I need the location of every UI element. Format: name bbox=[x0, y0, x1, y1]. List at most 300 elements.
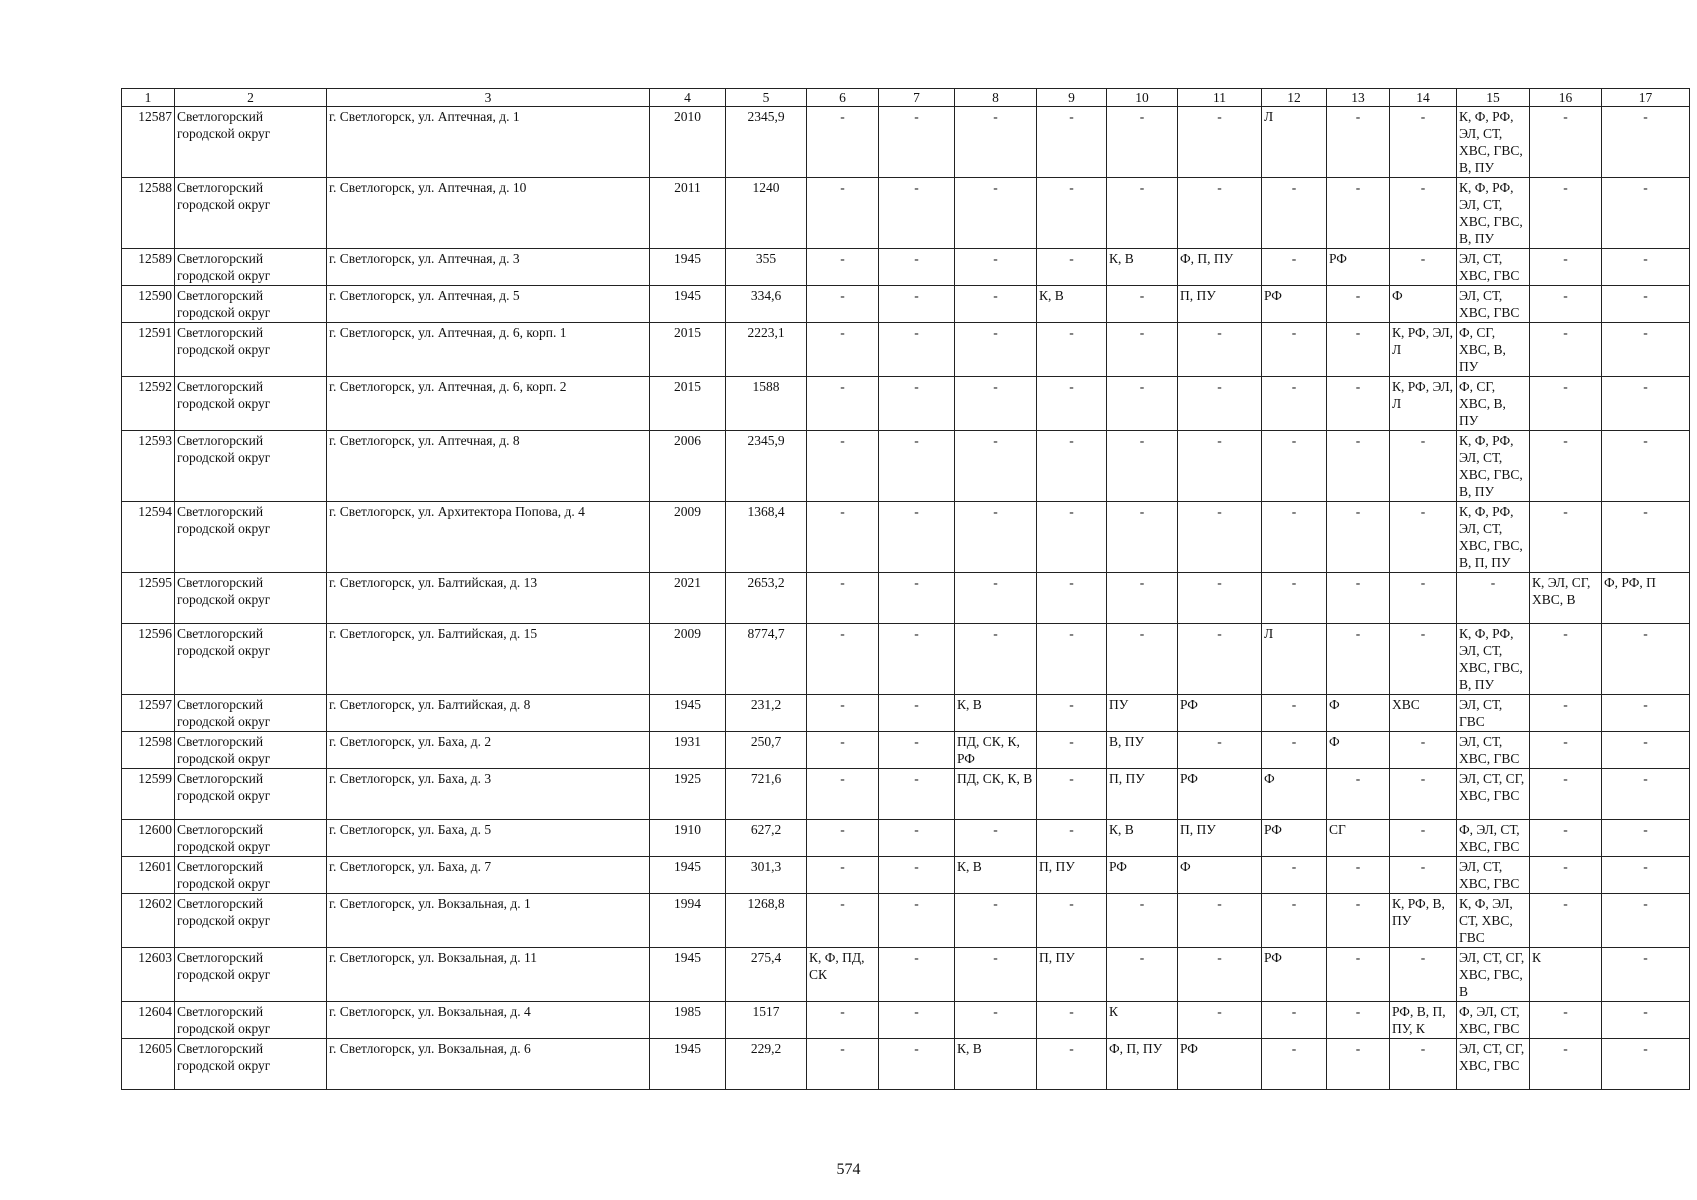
cell-c12: Ф bbox=[1262, 769, 1327, 820]
cell-c11: - bbox=[1178, 377, 1262, 431]
cell-c7: - bbox=[879, 732, 955, 769]
cell-c15: К, Ф, РФ, ЭЛ, СТ, ХВС, ГВС, В, ПУ bbox=[1457, 107, 1530, 178]
cell-c8: К, В bbox=[955, 1039, 1037, 1090]
cell-address: г. Светлогорск, ул. Вокзальная, д. 6 bbox=[327, 1039, 650, 1090]
cell-address: г. Светлогорск, ул. Баха, д. 2 bbox=[327, 732, 650, 769]
cell-c17: - bbox=[1602, 857, 1690, 894]
cell-id: 12602 bbox=[122, 894, 175, 948]
cell-c10: ПУ bbox=[1107, 695, 1178, 732]
cell-area: 8774,7 bbox=[726, 624, 807, 695]
cell-c11: П, ПУ bbox=[1178, 286, 1262, 323]
cell-year: 2015 bbox=[650, 377, 726, 431]
table-header bbox=[122, 89, 1690, 107]
cell-address: г. Светлогорск, ул. Балтийская, д. 13 bbox=[327, 573, 650, 624]
cell-c17: - bbox=[1602, 894, 1690, 948]
cell-address: г. Светлогорск, ул. Вокзальная, д. 11 bbox=[327, 948, 650, 1002]
cell-c9: - bbox=[1037, 1002, 1107, 1039]
cell-c6: - bbox=[807, 431, 879, 502]
cell-c6: - bbox=[807, 1002, 879, 1039]
cell-c8: - bbox=[955, 894, 1037, 948]
table-row bbox=[122, 624, 1690, 695]
table-row bbox=[122, 286, 1690, 323]
cell-c9: - bbox=[1037, 624, 1107, 695]
cell-c12: - bbox=[1262, 573, 1327, 624]
cell-c7: - bbox=[879, 249, 955, 286]
cell-c13: - bbox=[1327, 431, 1390, 502]
cell-area: 2653,2 bbox=[726, 573, 807, 624]
cell-area: 229,2 bbox=[726, 1039, 807, 1090]
cell-area: 231,2 bbox=[726, 695, 807, 732]
cell-c12: - bbox=[1262, 323, 1327, 377]
cell-c11: Ф, П, ПУ bbox=[1178, 249, 1262, 286]
cell-c12: - bbox=[1262, 178, 1327, 249]
cell-c15: К, Ф, ЭЛ, СТ, ХВС, ГВС bbox=[1457, 894, 1530, 948]
cell-c8: К, В bbox=[955, 857, 1037, 894]
cell-c10: В, ПУ bbox=[1107, 732, 1178, 769]
cell-id: 12595 bbox=[122, 573, 175, 624]
cell-id: 12589 bbox=[122, 249, 175, 286]
cell-year: 1945 bbox=[650, 948, 726, 1002]
column-header-7: 7 bbox=[879, 89, 955, 107]
cell-address: г. Светлогорск, ул. Аптечная, д. 8 bbox=[327, 431, 650, 502]
cell-address: г. Светлогорск, ул. Вокзальная, д. 4 bbox=[327, 1002, 650, 1039]
cell-year: 1931 bbox=[650, 732, 726, 769]
cell-c14: - bbox=[1390, 820, 1457, 857]
cell-district: Светлогорский городской округ bbox=[175, 894, 327, 948]
column-header-14: 14 bbox=[1390, 89, 1457, 107]
cell-c17: - bbox=[1602, 1002, 1690, 1039]
cell-c13: - bbox=[1327, 1039, 1390, 1090]
cell-c7: - bbox=[879, 624, 955, 695]
cell-c11: Ф bbox=[1178, 857, 1262, 894]
cell-c17: - bbox=[1602, 624, 1690, 695]
cell-c6: К, Ф, ПД, СК bbox=[807, 948, 879, 1002]
cell-c14: К, РФ, В, ПУ bbox=[1390, 894, 1457, 948]
cell-c17: - bbox=[1602, 1039, 1690, 1090]
cell-c16: - bbox=[1530, 695, 1602, 732]
cell-year: 1994 bbox=[650, 894, 726, 948]
cell-district: Светлогорский городской округ bbox=[175, 502, 327, 573]
cell-c13: - bbox=[1327, 286, 1390, 323]
column-header-10: 10 bbox=[1107, 89, 1178, 107]
cell-area: 2345,9 bbox=[726, 431, 807, 502]
cell-c14: - bbox=[1390, 249, 1457, 286]
cell-c17: - bbox=[1602, 695, 1690, 732]
cell-c8: - bbox=[955, 573, 1037, 624]
cell-c17: Ф, РФ, П bbox=[1602, 573, 1690, 624]
cell-address: г. Светлогорск, ул. Аптечная, д. 1 bbox=[327, 107, 650, 178]
cell-year: 1945 bbox=[650, 286, 726, 323]
cell-c17: - bbox=[1602, 377, 1690, 431]
cell-c16: - bbox=[1530, 894, 1602, 948]
cell-c11: - bbox=[1178, 178, 1262, 249]
cell-c7: - bbox=[879, 377, 955, 431]
cell-c12: - bbox=[1262, 695, 1327, 732]
cell-c16: - bbox=[1530, 431, 1602, 502]
cell-c10: - bbox=[1107, 573, 1178, 624]
cell-year: 1945 bbox=[650, 249, 726, 286]
cell-c13: - bbox=[1327, 107, 1390, 178]
cell-c10: П, ПУ bbox=[1107, 769, 1178, 820]
column-header-3: 3 bbox=[327, 89, 650, 107]
cell-c7: - bbox=[879, 323, 955, 377]
cell-c9: - bbox=[1037, 249, 1107, 286]
cell-c6: - bbox=[807, 377, 879, 431]
cell-district: Светлогорский городской округ bbox=[175, 1039, 327, 1090]
cell-c17: - bbox=[1602, 249, 1690, 286]
table-body bbox=[122, 107, 1690, 1090]
table-row bbox=[122, 502, 1690, 573]
cell-area: 301,3 bbox=[726, 857, 807, 894]
cell-c9: П, ПУ bbox=[1037, 948, 1107, 1002]
cell-c15: К, Ф, РФ, ЭЛ, СТ, ХВС, ГВС, В, ПУ bbox=[1457, 178, 1530, 249]
table-row bbox=[122, 1002, 1690, 1039]
table-row bbox=[122, 249, 1690, 286]
cell-district: Светлогорский городской округ bbox=[175, 286, 327, 323]
cell-district: Светлогорский городской округ bbox=[175, 732, 327, 769]
cell-c8: - bbox=[955, 377, 1037, 431]
cell-district: Светлогорский городской округ bbox=[175, 1002, 327, 1039]
cell-c13: - bbox=[1327, 573, 1390, 624]
cell-c14: - bbox=[1390, 502, 1457, 573]
cell-c15: ЭЛ, СТ, ГВС bbox=[1457, 695, 1530, 732]
cell-c9: - bbox=[1037, 732, 1107, 769]
cell-id: 12600 bbox=[122, 820, 175, 857]
cell-c8: - bbox=[955, 323, 1037, 377]
cell-address: г. Светлогорск, ул. Вокзальная, д. 1 bbox=[327, 894, 650, 948]
cell-c8: - bbox=[955, 249, 1037, 286]
cell-district: Светлогорский городской округ bbox=[175, 820, 327, 857]
cell-c8: - bbox=[955, 178, 1037, 249]
cell-area: 1588 bbox=[726, 377, 807, 431]
cell-id: 12594 bbox=[122, 502, 175, 573]
cell-c13: Ф bbox=[1327, 732, 1390, 769]
cell-address: г. Светлогорск, ул. Балтийская, д. 15 bbox=[327, 624, 650, 695]
cell-area: 275,4 bbox=[726, 948, 807, 1002]
cell-c6: - bbox=[807, 624, 879, 695]
cell-address: г. Светлогорск, ул. Балтийская, д. 8 bbox=[327, 695, 650, 732]
cell-c12: - bbox=[1262, 1002, 1327, 1039]
cell-c11: - bbox=[1178, 732, 1262, 769]
cell-c17: - bbox=[1602, 178, 1690, 249]
cell-id: 12597 bbox=[122, 695, 175, 732]
table-row bbox=[122, 769, 1690, 820]
cell-area: 2223,1 bbox=[726, 323, 807, 377]
cell-c8: - bbox=[955, 948, 1037, 1002]
cell-c15: ЭЛ, СТ, ХВС, ГВС bbox=[1457, 857, 1530, 894]
cell-c12: - bbox=[1262, 857, 1327, 894]
column-number-row bbox=[122, 89, 1690, 107]
cell-c15: - bbox=[1457, 573, 1530, 624]
table-row bbox=[122, 573, 1690, 624]
cell-c14: - bbox=[1390, 624, 1457, 695]
column-header-11: 11 bbox=[1178, 89, 1262, 107]
cell-area: 250,7 bbox=[726, 732, 807, 769]
cell-c16: - bbox=[1530, 624, 1602, 695]
cell-c7: - bbox=[879, 431, 955, 502]
cell-c9: - bbox=[1037, 769, 1107, 820]
cell-c14: ХВС bbox=[1390, 695, 1457, 732]
cell-c17: - bbox=[1602, 769, 1690, 820]
cell-c11: - bbox=[1178, 948, 1262, 1002]
cell-c12: - bbox=[1262, 249, 1327, 286]
cell-c10: - bbox=[1107, 107, 1178, 178]
cell-district: Светлогорский городской округ bbox=[175, 107, 327, 178]
cell-c15: ЭЛ, СТ, ХВС, ГВС bbox=[1457, 286, 1530, 323]
cell-c7: - bbox=[879, 178, 955, 249]
cell-c11: П, ПУ bbox=[1178, 820, 1262, 857]
cell-c16: - bbox=[1530, 1039, 1602, 1090]
cell-c6: - bbox=[807, 857, 879, 894]
cell-c17: - bbox=[1602, 502, 1690, 573]
cell-c10: - bbox=[1107, 377, 1178, 431]
cell-district: Светлогорский городской округ bbox=[175, 624, 327, 695]
cell-c11: РФ bbox=[1178, 695, 1262, 732]
document-sheet bbox=[121, 88, 1690, 1090]
cell-c17: - bbox=[1602, 286, 1690, 323]
cell-c7: - bbox=[879, 948, 955, 1002]
cell-c12: РФ bbox=[1262, 948, 1327, 1002]
table-row bbox=[122, 107, 1690, 178]
table-row bbox=[122, 695, 1690, 732]
cell-c15: ЭЛ, СТ, ХВС, ГВС bbox=[1457, 732, 1530, 769]
cell-id: 12590 bbox=[122, 286, 175, 323]
column-header-9: 9 bbox=[1037, 89, 1107, 107]
cell-address: г. Светлогорск, ул. Баха, д. 5 bbox=[327, 820, 650, 857]
cell-c10: РФ bbox=[1107, 857, 1178, 894]
cell-c8: - bbox=[955, 431, 1037, 502]
cell-c14: - bbox=[1390, 107, 1457, 178]
cell-address: г. Светлогорск, ул. Аптечная, д. 5 bbox=[327, 286, 650, 323]
cell-c15: ЭЛ, СТ, СГ, ХВС, ГВС bbox=[1457, 1039, 1530, 1090]
cell-area: 1517 bbox=[726, 1002, 807, 1039]
table-row bbox=[122, 820, 1690, 857]
cell-year: 1925 bbox=[650, 769, 726, 820]
cell-c7: - bbox=[879, 695, 955, 732]
cell-c16: - bbox=[1530, 249, 1602, 286]
cell-area: 1240 bbox=[726, 178, 807, 249]
cell-c14: К, РФ, ЭЛ, Л bbox=[1390, 323, 1457, 377]
cell-c13: Ф bbox=[1327, 695, 1390, 732]
column-header-4: 4 bbox=[650, 89, 726, 107]
cell-year: 2009 bbox=[650, 502, 726, 573]
column-header-12: 12 bbox=[1262, 89, 1327, 107]
cell-year: 1945 bbox=[650, 695, 726, 732]
table-row bbox=[122, 377, 1690, 431]
cell-id: 12593 bbox=[122, 431, 175, 502]
cell-c13: - bbox=[1327, 857, 1390, 894]
cell-c14: К, РФ, ЭЛ, Л bbox=[1390, 377, 1457, 431]
cell-c15: ЭЛ, СТ, ХВС, ГВС bbox=[1457, 249, 1530, 286]
cell-c15: К, Ф, РФ, ЭЛ, СТ, ХВС, ГВС, В, ПУ bbox=[1457, 431, 1530, 502]
cell-c15: К, Ф, РФ, ЭЛ, СТ, ХВС, ГВС, В, ПУ bbox=[1457, 624, 1530, 695]
cell-c14: - bbox=[1390, 857, 1457, 894]
cell-c7: - bbox=[879, 769, 955, 820]
cell-c15: ЭЛ, СТ, СГ, ХВС, ГВС bbox=[1457, 769, 1530, 820]
cell-id: 12591 bbox=[122, 323, 175, 377]
cell-c10: К bbox=[1107, 1002, 1178, 1039]
cell-c6: - bbox=[807, 178, 879, 249]
cell-c8: - bbox=[955, 624, 1037, 695]
cell-c11: - bbox=[1178, 894, 1262, 948]
cell-id: 12596 bbox=[122, 624, 175, 695]
cell-c10: - bbox=[1107, 178, 1178, 249]
cell-c16: - bbox=[1530, 857, 1602, 894]
cell-c8: - bbox=[955, 1002, 1037, 1039]
cell-id: 12604 bbox=[122, 1002, 175, 1039]
cell-c9: - bbox=[1037, 178, 1107, 249]
cell-c15: Ф, ЭЛ, СТ, ХВС, ГВС bbox=[1457, 1002, 1530, 1039]
cell-address: г. Светлогорск, ул. Аптечная, д. 6, корп. 2 bbox=[327, 377, 650, 431]
cell-c13: - bbox=[1327, 502, 1390, 573]
cell-c8: ПД, СК, К, РФ bbox=[955, 732, 1037, 769]
cell-c9: - bbox=[1037, 107, 1107, 178]
cell-c12: - bbox=[1262, 894, 1327, 948]
cell-c17: - bbox=[1602, 323, 1690, 377]
cell-c10: - bbox=[1107, 948, 1178, 1002]
cell-year: 2015 bbox=[650, 323, 726, 377]
cell-district: Светлогорский городской округ bbox=[175, 178, 327, 249]
column-header-2: 2 bbox=[175, 89, 327, 107]
cell-c17: - bbox=[1602, 431, 1690, 502]
cell-c14: - bbox=[1390, 948, 1457, 1002]
cell-c16: - bbox=[1530, 286, 1602, 323]
table-row bbox=[122, 732, 1690, 769]
cell-c16: - bbox=[1530, 323, 1602, 377]
cell-c6: - bbox=[807, 695, 879, 732]
cell-c14: - bbox=[1390, 769, 1457, 820]
cell-id: 12592 bbox=[122, 377, 175, 431]
cell-c11: РФ bbox=[1178, 1039, 1262, 1090]
cell-c14: - bbox=[1390, 431, 1457, 502]
cell-c14: - bbox=[1390, 573, 1457, 624]
cell-c16: - bbox=[1530, 820, 1602, 857]
cell-year: 1985 bbox=[650, 1002, 726, 1039]
cell-c9: - bbox=[1037, 695, 1107, 732]
cell-year: 2009 bbox=[650, 624, 726, 695]
cell-c11: - bbox=[1178, 573, 1262, 624]
cell-c6: - bbox=[807, 769, 879, 820]
column-header-1: 1 bbox=[122, 89, 175, 107]
cell-c6: - bbox=[807, 820, 879, 857]
cell-c17: - bbox=[1602, 948, 1690, 1002]
cell-c6: - bbox=[807, 323, 879, 377]
cell-c9: - bbox=[1037, 894, 1107, 948]
cell-c7: - bbox=[879, 820, 955, 857]
column-header-13: 13 bbox=[1327, 89, 1390, 107]
cell-c13: - bbox=[1327, 624, 1390, 695]
cell-c13: - bbox=[1327, 769, 1390, 820]
cell-area: 721,6 bbox=[726, 769, 807, 820]
cell-c7: - bbox=[879, 286, 955, 323]
cell-c11: - bbox=[1178, 1002, 1262, 1039]
cell-c12: Л bbox=[1262, 107, 1327, 178]
table-row bbox=[122, 857, 1690, 894]
cell-c8: - bbox=[955, 107, 1037, 178]
cell-address: г. Светлогорск, ул. Архитектора Попова, д. 4 bbox=[327, 502, 650, 573]
cell-c16: - bbox=[1530, 107, 1602, 178]
cell-c9: - bbox=[1037, 1039, 1107, 1090]
cell-c16: К, ЭЛ, СГ, ХВС, В bbox=[1530, 573, 1602, 624]
cell-c11: - bbox=[1178, 431, 1262, 502]
cell-c6: - bbox=[807, 249, 879, 286]
cell-address: г. Светлогорск, ул. Аптечная, д. 3 bbox=[327, 249, 650, 286]
cell-area: 1268,8 bbox=[726, 894, 807, 948]
column-header-15: 15 bbox=[1457, 89, 1530, 107]
cell-c9: К, В bbox=[1037, 286, 1107, 323]
cell-year: 1910 bbox=[650, 820, 726, 857]
cell-id: 12598 bbox=[122, 732, 175, 769]
table-row bbox=[122, 431, 1690, 502]
column-header-16: 16 bbox=[1530, 89, 1602, 107]
cell-district: Светлогорский городской округ bbox=[175, 857, 327, 894]
cell-c17: - bbox=[1602, 820, 1690, 857]
cell-c14: - bbox=[1390, 1039, 1457, 1090]
cell-c15: Ф, СГ, ХВС, В, ПУ bbox=[1457, 323, 1530, 377]
cell-id: 12601 bbox=[122, 857, 175, 894]
cell-area: 627,2 bbox=[726, 820, 807, 857]
cell-c7: - bbox=[879, 573, 955, 624]
cell-c13: - bbox=[1327, 1002, 1390, 1039]
cell-c14: РФ, В, П, ПУ, К bbox=[1390, 1002, 1457, 1039]
cell-c12: РФ bbox=[1262, 820, 1327, 857]
cell-c13: - bbox=[1327, 323, 1390, 377]
cell-c6: - bbox=[807, 286, 879, 323]
cell-c15: К, Ф, РФ, ЭЛ, СТ, ХВС, ГВС, В, П, ПУ bbox=[1457, 502, 1530, 573]
cell-id: 12603 bbox=[122, 948, 175, 1002]
cell-c16: - bbox=[1530, 502, 1602, 573]
cell-c12: - bbox=[1262, 732, 1327, 769]
cell-c8: К, В bbox=[955, 695, 1037, 732]
cell-c14: - bbox=[1390, 732, 1457, 769]
cell-c6: - bbox=[807, 107, 879, 178]
cell-c12: - bbox=[1262, 431, 1327, 502]
cell-c14: - bbox=[1390, 178, 1457, 249]
cell-c7: - bbox=[879, 857, 955, 894]
cell-c13: - bbox=[1327, 894, 1390, 948]
cell-c9: - bbox=[1037, 502, 1107, 573]
cell-year: 1945 bbox=[650, 857, 726, 894]
cell-c17: - bbox=[1602, 732, 1690, 769]
table-row bbox=[122, 894, 1690, 948]
cell-district: Светлогорский городской округ bbox=[175, 769, 327, 820]
cell-area: 334,6 bbox=[726, 286, 807, 323]
cell-c11: - bbox=[1178, 624, 1262, 695]
cell-c14: Ф bbox=[1390, 286, 1457, 323]
cell-district: Светлогорский городской округ bbox=[175, 948, 327, 1002]
cell-id: 12605 bbox=[122, 1039, 175, 1090]
cell-c15: ЭЛ, СТ, СГ, ХВС, ГВС, В bbox=[1457, 948, 1530, 1002]
cell-c13: СГ bbox=[1327, 820, 1390, 857]
cell-district: Светлогорский городской округ bbox=[175, 573, 327, 624]
column-header-8: 8 bbox=[955, 89, 1037, 107]
cell-c16: К bbox=[1530, 948, 1602, 1002]
cell-c10: - bbox=[1107, 323, 1178, 377]
cell-c6: - bbox=[807, 573, 879, 624]
column-header-5: 5 bbox=[726, 89, 807, 107]
table-row bbox=[122, 948, 1690, 1002]
cell-c7: - bbox=[879, 1002, 955, 1039]
cell-c7: - bbox=[879, 1039, 955, 1090]
cell-c11: - bbox=[1178, 502, 1262, 573]
page-number: 574 bbox=[836, 1161, 861, 1178]
cell-c7: - bbox=[879, 894, 955, 948]
cell-c6: - bbox=[807, 502, 879, 573]
cell-c16: - bbox=[1530, 178, 1602, 249]
cell-c10: - bbox=[1107, 286, 1178, 323]
cell-c15: Ф, ЭЛ, СТ, ХВС, ГВС bbox=[1457, 820, 1530, 857]
column-header-6: 6 bbox=[807, 89, 879, 107]
